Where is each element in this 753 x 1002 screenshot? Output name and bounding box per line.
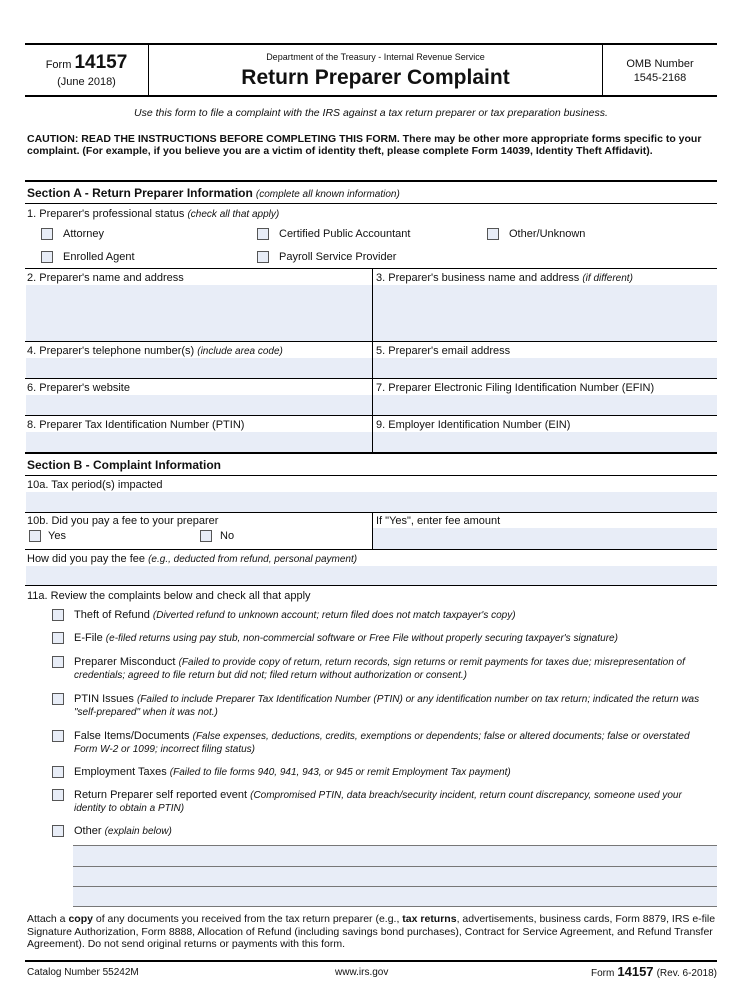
top-rule	[25, 43, 717, 45]
footer-form-id	[560, 964, 717, 979]
rule-q6	[25, 378, 717, 379]
complaint-preparer-misconduct	[74, 656, 714, 682]
ein-field[interactable]	[373, 432, 717, 452]
complaint-self-reported	[74, 789, 714, 815]
fee-amount-label: If "Yes", enter fee amount	[376, 515, 501, 527]
checkbox-employment-taxes[interactable]	[52, 766, 64, 778]
department: Department of the Treasury - Internal Revenue Service	[266, 52, 485, 62]
status-attorney-label: Attorney	[63, 228, 104, 240]
attach-text-1: Attach a	[27, 913, 69, 925]
attach-note	[27, 913, 717, 951]
q3-text: 3. Preparer's business name and address	[376, 272, 580, 284]
complaint-desc: (explain below)	[104, 826, 172, 837]
section-b-title: Section B - Complaint Information	[27, 458, 221, 472]
q4-text: 4. Preparer's telephone number(s)	[27, 345, 195, 357]
complaint-label: Other	[74, 825, 102, 837]
email-field[interactable]	[373, 358, 717, 378]
q6-label: 6. Preparer's website	[27, 382, 130, 394]
q1-text: 1. Preparer's professional status	[27, 208, 185, 220]
complaint-label: Return Preparer self reported event	[74, 789, 248, 801]
explain-line-1	[73, 845, 717, 846]
checkbox-other[interactable]	[52, 825, 64, 837]
how-paid-text: How did you pay the fee	[27, 553, 146, 565]
how-paid-label	[27, 553, 357, 565]
complaint-desc: (False expenses, deductions, credits, exemptions or dependents; false or altered documents; false or overstated Form W-2 or 1099; incorrect filing status)	[74, 731, 690, 755]
tax-period-field[interactable]	[26, 492, 717, 512]
complaint-label: Employment Taxes	[74, 766, 167, 778]
complaint-desc: (Diverted refund to unknown account; return filed does not match taxpayer's copy)	[152, 610, 516, 621]
q2-label: 2. Preparer's name and address	[27, 272, 184, 284]
rule-q2	[25, 268, 717, 269]
section-a-rule	[25, 180, 717, 182]
how-paid-field[interactable]	[26, 566, 717, 585]
attach-text-3: , advertisements, business cards, Form 8879, IRS e-file Signature Authorization, Form 8888, Allocation of Refund (including savings bond purchases), Contract for Service Agreement, and Refund Transfer Agreement). Do not send original returns or payments with this form.	[27, 913, 716, 950]
header-bottom-rule	[25, 95, 717, 97]
fee-yes-label: Yes	[48, 530, 66, 542]
explain-line-4	[73, 906, 717, 907]
checkbox-other-unknown[interactable]	[487, 228, 499, 240]
q4-note: (include area code)	[197, 346, 283, 357]
checkbox-false-items[interactable]	[52, 730, 64, 742]
complaint-label: False Items/Documents	[74, 730, 190, 742]
complaint-label: E-File	[74, 632, 103, 644]
complaint-desc: (Compromised PTIN, data breach/security incident, return count discrepancy, someone used your identity to obtain a PTIN)	[74, 790, 682, 814]
complaint-employment-taxes	[74, 766, 714, 779]
section-b-under-rule	[25, 475, 717, 476]
complaint-desc: (e-filed returns using pay stub, non-commercial software or Free File without properly securing taxpayer's signature)	[105, 633, 618, 644]
complaint-other	[74, 825, 714, 838]
checkbox-self-reported[interactable]	[52, 789, 64, 801]
fee-no-label: No	[220, 530, 235, 542]
complaint-desc: (Failed to provide copy of return, return records, sign returns or remit payments for taxes due; misrepresentation of credentials; agreed to file return but did not; filed return without authorization or consent.)	[74, 657, 685, 681]
q8-label: 8. Preparer Tax Identification Number (PTIN)	[27, 419, 245, 431]
business-name-address-field[interactable]	[373, 285, 717, 341]
explain-line-3	[73, 886, 717, 887]
q5-label: 5. Preparer's email address	[376, 345, 511, 357]
omb-number: 1545-2168	[633, 72, 687, 84]
footer-form-number: 14157	[617, 964, 654, 979]
explain-line-2	[73, 866, 717, 867]
irs-website: www.irs.gov	[335, 967, 389, 978]
checkbox-enrolled-agent[interactable]	[41, 251, 53, 263]
complaint-label: PTIN Issues	[74, 693, 134, 705]
complaint-e-file	[74, 632, 714, 645]
complaint-false-items	[74, 730, 714, 756]
header-divider-right	[602, 45, 603, 95]
status-payroll-label: Payroll Service Provider	[279, 251, 397, 263]
complaint-theft-of-refund	[74, 609, 714, 622]
complaint-desc: (Failed to include Preparer Tax Identification Number (PTIN) or any identification number on tax return; indicated the return was "self-prepared" when it was not.)	[74, 694, 700, 718]
efin-field[interactable]	[373, 395, 717, 415]
q3-label	[376, 272, 633, 284]
page-title: Return Preparer Complaint	[241, 66, 510, 89]
section-a-title: Section A - Return Preparer Information	[27, 186, 253, 200]
complaint-desc: (Failed to file forms 940, 941, 943, or 945 or remit Employment Tax payment)	[169, 767, 511, 778]
intro-text: Use this form to file a complaint with the IRS against a tax return preparer or tax preparation business.	[134, 107, 608, 119]
q10b-label: 10b. Did you pay a fee to your preparer	[27, 515, 219, 527]
status-enrolled-label: Enrolled Agent	[63, 251, 135, 263]
attach-bold-1: copy	[68, 913, 93, 925]
caution-text: CAUTION: READ THE INSTRUCTIONS BEFORE COMPLETING THIS FORM. There may be other more appropriate forms specific to your complaint. (For example, if you believe you are a victim of identity theft, please complete Form 14039, Identity Theft Affidavit).	[27, 133, 702, 157]
other-explanation-field[interactable]	[73, 845, 717, 907]
checkbox-fee-yes[interactable]	[29, 530, 41, 542]
section-a-note: (complete all known information)	[255, 189, 400, 200]
status-other-label: Other/Unknown	[509, 228, 586, 240]
catalog-number: Catalog Number 55242M	[27, 967, 139, 978]
preparer-name-address-field[interactable]	[26, 285, 372, 341]
rule-q8	[25, 415, 717, 416]
checkbox-cpa[interactable]	[257, 228, 269, 240]
complaint-ptin-issues	[74, 693, 714, 719]
fee-amount-field[interactable]	[373, 528, 717, 549]
section-a-under-rule	[25, 203, 717, 204]
form-number: 14157	[74, 52, 128, 73]
ptin-field[interactable]	[26, 432, 372, 452]
checkbox-ptin-issues[interactable]	[52, 693, 64, 705]
section-b-rule	[25, 452, 717, 454]
q7-label: 7. Preparer Electronic Filing Identification Number (EFIN)	[376, 382, 655, 394]
q10a-label: 10a. Tax period(s) impacted	[27, 479, 163, 491]
q3-note: (if different)	[582, 273, 633, 284]
q1-label	[27, 208, 279, 220]
telephone-field[interactable]	[26, 358, 372, 378]
rule-how-paid	[25, 549, 717, 550]
attach-text-2: of any documents you received from the tax return preparer (e.g.,	[92, 913, 403, 925]
footer-rule	[25, 960, 717, 962]
q9-label: 9. Employer Identification Number (EIN)	[376, 419, 571, 431]
footer-rev: (Rev. 6-2018)	[656, 968, 717, 979]
form-word: Form	[45, 59, 72, 71]
section-a-header	[27, 186, 400, 200]
complaint-label: Theft of Refund	[74, 609, 150, 621]
q1-note: (check all that apply)	[187, 209, 280, 220]
checkbox-e-file[interactable]	[52, 632, 64, 644]
checkbox-fee-no[interactable]	[200, 530, 212, 542]
checkbox-payroll[interactable]	[257, 251, 269, 263]
attach-bold-2: tax returns	[402, 913, 457, 925]
status-cpa-label: Certified Public Accountant	[279, 228, 411, 240]
how-paid-note: (e.g., deducted from refund, personal payment)	[148, 554, 358, 565]
form-id-block	[25, 52, 148, 74]
form-date: (June 2018)	[57, 76, 116, 88]
q11a-label: 11a. Review the complaints below and check all that apply	[27, 590, 311, 602]
rule-q4	[25, 341, 717, 342]
q4-label	[27, 345, 283, 357]
complaint-label: Preparer Misconduct	[74, 656, 176, 668]
checkbox-theft-of-refund[interactable]	[52, 609, 64, 621]
omb-label: OMB Number	[626, 58, 694, 70]
checkbox-attorney[interactable]	[41, 228, 53, 240]
rule-q10b	[25, 512, 717, 513]
rule-q11a	[25, 585, 717, 586]
website-field[interactable]	[26, 395, 372, 415]
checkbox-preparer-misconduct[interactable]	[52, 656, 64, 668]
footer-form-word: Form	[590, 968, 615, 979]
